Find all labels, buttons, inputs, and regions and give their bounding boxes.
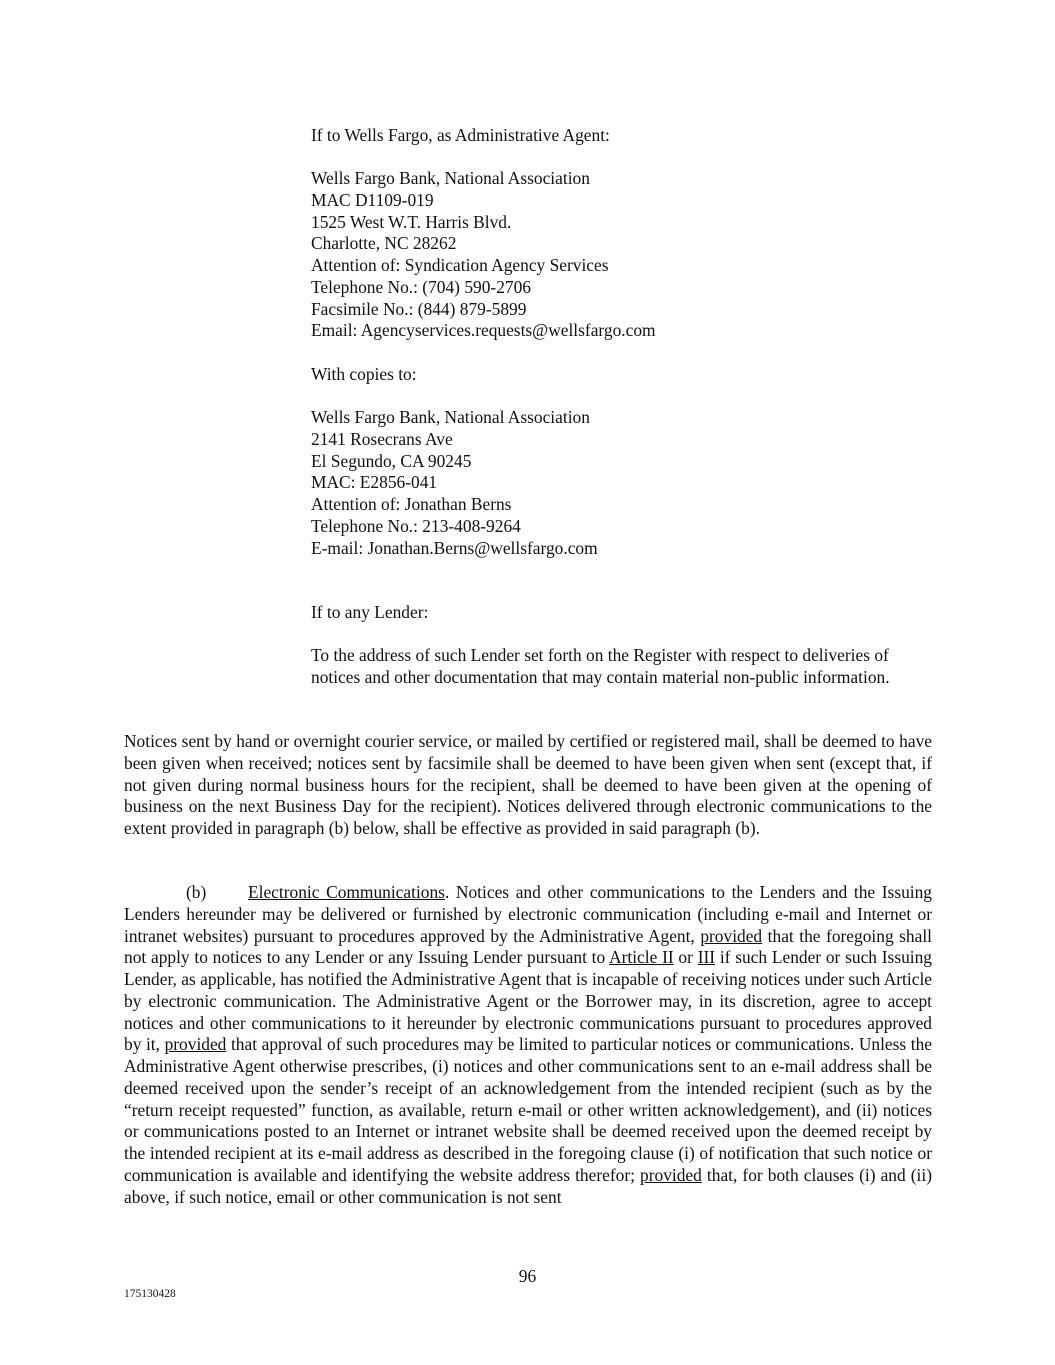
email-line: Email: Agencyservices.requests@wellsfargo.com [311,320,656,341]
address-line: Wells Fargo Bank, National Association [311,168,590,188]
address-line: Wells Fargo Bank, National Association [311,407,590,427]
facsimile-line: Facsimile No.: (844) 879-5899 [311,298,527,319]
provided-term: provided [700,925,763,946]
address-line: 1525 West W.T. Harris Blvd. [311,211,512,232]
address-line: El Segundo, CA 90245 [311,450,472,471]
admin-agent-heading: If to Wells Fargo, as Administrative Agent: [311,125,610,145]
address-line: MAC D1109-019 [311,189,434,210]
copies-address-block [311,407,935,559]
notices-paragraph: Notices sent by hand or overnight courier service, or mailed by certified or registered mail, shall be deemed to have been given when received; notices sent by facsimile shall be deemed to have been given when sent (except that, if not given during normal business hours for the recipient, shall be deemed to have been given at the opening of business on the next Business Day for the recipient). Notices delivered through electronic communications to the extent provided in paragraph (b) below, shall be effective as provided in said paragraph (b). [124,731,932,838]
email-line: E-mail: Jonathan.Berns@wellsfargo.com [311,537,598,558]
paragraph-text: if such Lender or such Issuing Lender, as applicable, has notified the Administrative Agent that is incapable of receiving notices under such Article by electronic communication. The Administrative Agent or the Borrower may, in its discretion, agree to accept notices and other communications to it hereunder by electronic communications pursuant to procedures approved by it, [124,947,933,1055]
page-number: 96 [518,1266,537,1286]
telephone-line: Telephone No.: (704) 590-2706 [311,276,531,297]
lender-heading: If to any Lender: [311,602,429,622]
provided-term: provided [164,1034,227,1055]
admin-agent-address-block [311,168,935,342]
attention-line: Attention of: Jonathan Berns [311,494,512,514]
article-reference: III [697,947,716,968]
paragraph-text: that approval of such procedures may be limited to particular notices or communications. Unless the Administrative Agent otherwise prescribes, (i) notices and other communications sent to an e-mail address shall be deemed received upon the sender’s receipt of an acknowledgement from the intended recipient (such as by the “return receipt requested” function, as available, return e-mail or other written acknowledgement), and (ii) notices or communications posted to an Internet or intranet website shall be deemed received upon the deemed receipt by the intended recipient at its e-mail address as described in the foregoing clause (i) of notification that such notice or communication is available and identifying the website address therefor; [124,1034,932,1185]
lender-address-text: To the address of such Lender set forth on the Register with respect to deliveries of notices and other documentation that may contain material non-public information. [311,645,890,687]
attention-line: Attention of: Syndication Agency Services [311,255,609,275]
paragraph-text: . Notices and other communications to the Lenders and the Issuing Lenders hereunder may be delivered or furnished by electronic communication (including e-mail and Internet or intranet websites) pursuant to procedures approved by the Administrative Agent, [124,882,932,946]
paragraph-marker: (b) [186,882,207,902]
address-line: Charlotte, NC 28262 [311,233,457,254]
document-id: 175130428 [124,1288,176,1300]
telephone-line: Telephone No.: 213-408-9264 [311,515,521,536]
paragraph-text: that the foregoing shall not apply to notices to any Lender or any Issuing Lender pursuant to [124,925,933,968]
paragraph-text: or [673,947,698,968]
address-line: 2141 Rosecrans Ave [311,428,453,449]
article-reference: Article II [609,947,674,968]
paragraph-text: that, for both clauses (i) and (ii) above, if such notice, email or other communication is not sent [124,1164,932,1207]
copies-heading: With copies to: [311,364,417,384]
address-line: MAC: E2856-041 [311,472,438,493]
electronic-communications-paragraph [124,882,932,1208]
section-title: Electronic Communications [248,882,445,902]
provided-term: provided [640,1164,702,1185]
